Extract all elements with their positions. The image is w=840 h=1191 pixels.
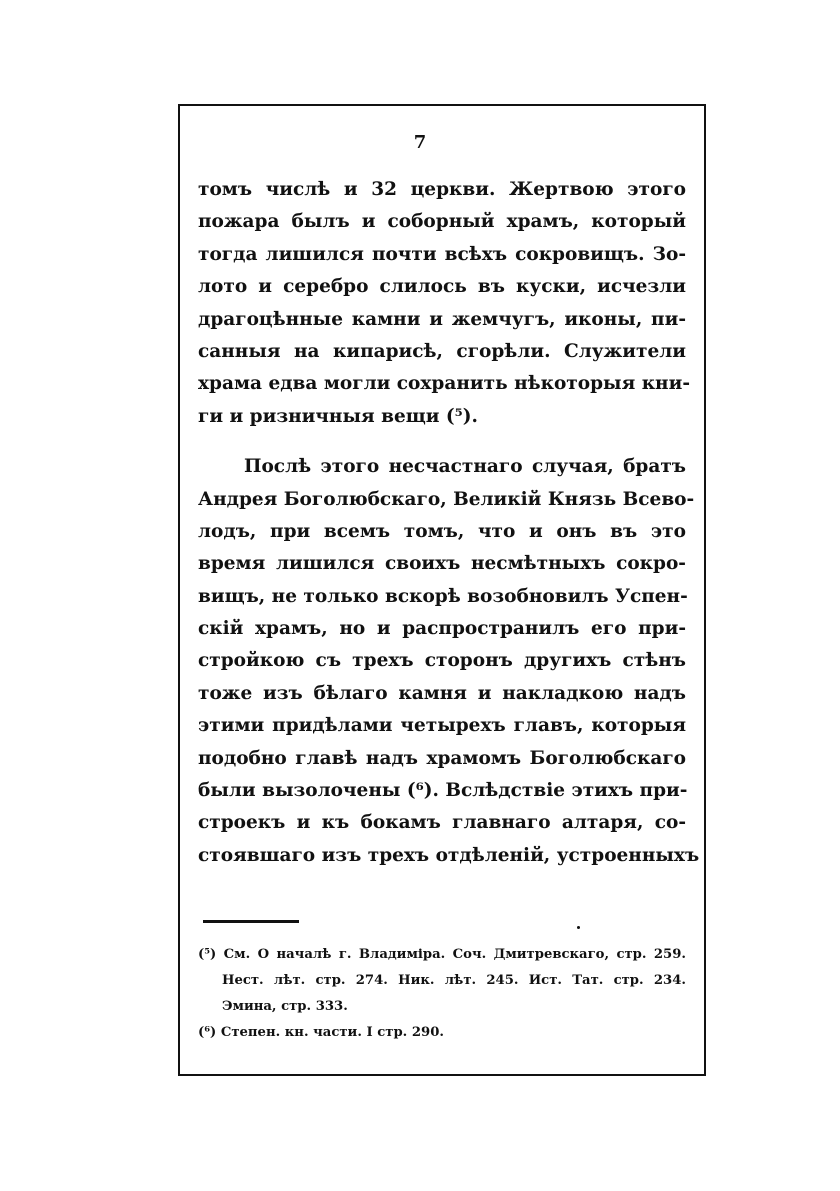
text-line: пожара былъ и соборный храмъ, который: [198, 211, 686, 233]
text-line: подобно главѣ надъ храмомъ Боголюбскаго: [198, 747, 686, 769]
footnote-6: [198, 1020, 686, 1046]
text-line: этими придѣлами четырехъ главъ, которыя: [198, 715, 686, 737]
paragraph-1: [198, 174, 691, 433]
text-line: тоже изъ бѣлаго камня и накладкою надъ: [198, 682, 686, 704]
body-text: [198, 174, 700, 872]
paragraph-gap: [198, 433, 686, 451]
text-line: строекъ и къ бокамъ главнаго алтаря, со-: [198, 812, 686, 834]
text-line: стоявшаго изъ трехъ отдѣленій, устроенныхъ: [198, 844, 700, 866]
text-line: стройкою съ трехъ сторонъ другихъ стѣнъ: [198, 650, 686, 672]
footnote-5: [198, 942, 686, 1020]
footnote-line: (⁶) Степен. кн. части. I стр. 290.: [198, 1025, 444, 1040]
text-line: Андрея Боголюбскаго, Великій Князь Всево-: [198, 488, 695, 510]
text-line: время лишился своихъ несмѣтныхъ сокро-: [198, 553, 686, 575]
text-line: Послѣ этого несчастнаго случая, братъ: [244, 456, 686, 478]
text-line: санныя на кипарисѣ, сгорѣли. Служители: [198, 340, 686, 362]
footnote-separator-rule: [203, 920, 299, 923]
text-line: ги и ризничныя вещи (⁵).: [198, 405, 478, 427]
print-speck: [577, 926, 580, 929]
text-line: томъ числѣ и 32 церкви. Жертвою этого: [198, 179, 686, 200]
page-number: 7: [413, 132, 427, 153]
text-line: храма едва могли сохранить нѣкоторыя кни-: [198, 373, 691, 395]
footnotes: [198, 942, 686, 1046]
text-line: лото и серебро слилось въ куски, исчезли: [198, 276, 686, 298]
text-line: были вызолочены (⁶). Вслѣдствіе этихъ при-: [198, 780, 688, 802]
footnote-line: Эмина, стр. 333.: [222, 999, 348, 1014]
text-line: лодъ, при всемъ томъ, что и онъ въ это: [198, 520, 686, 542]
text-line: скій храмъ, но и распространилъ его при-: [198, 618, 686, 640]
footnote-line: (⁵) См. О началѣ г. Владиміра. Соч. Дмитревскаго, стр. 259.: [198, 947, 686, 962]
text-line: тогда лишился почти всѣхъ сокровищъ. Зо-: [198, 243, 686, 265]
paragraph-2: [198, 451, 700, 872]
text-line: вищъ, не только вскорѣ возобновилъ Успен-: [198, 585, 688, 607]
footnote-line: Нест. лѣт. стр. 274. Ник. лѣт. 245. Ист. Тат. стр. 234.: [222, 973, 686, 988]
text-line: драгоцѣнные камни и жемчугъ, иконы, пи-: [198, 308, 686, 330]
